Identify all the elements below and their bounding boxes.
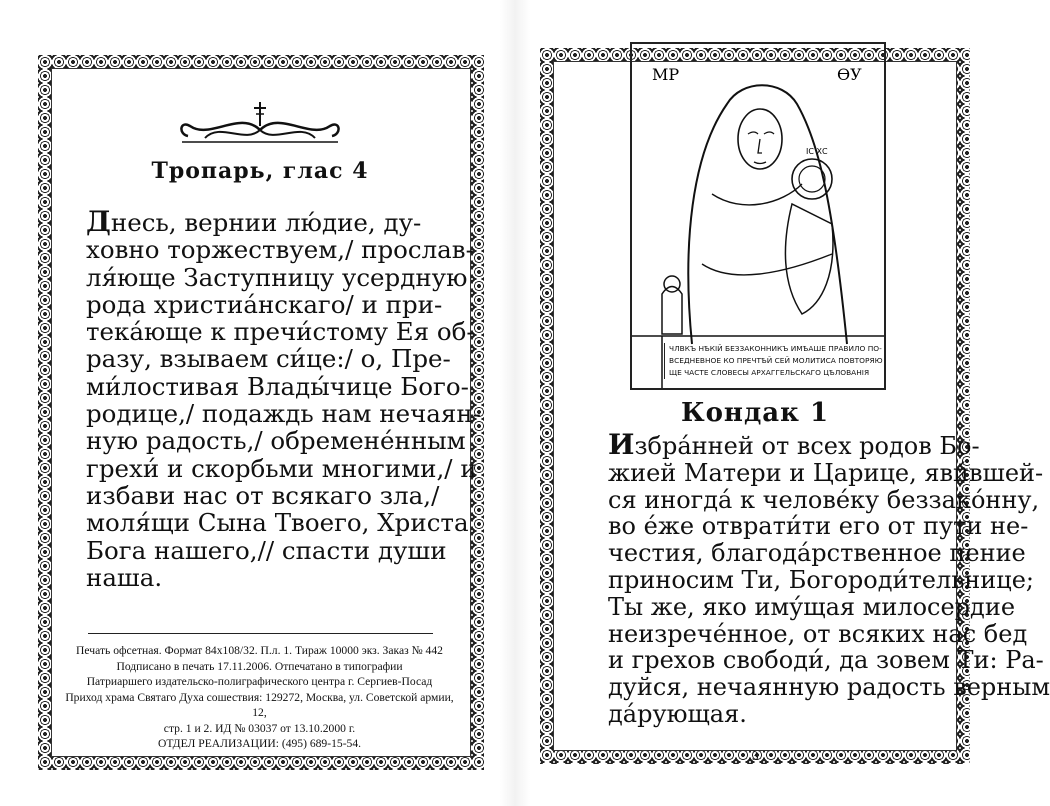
icon-label-mp: МР [652,65,680,84]
icon-caption [664,343,884,379]
text-line: жией Матери и Царице, яви́вшей- [608,458,1044,487]
icon-drawing [632,44,884,388]
kondak-text [608,428,1050,728]
icon-label-ic-xc: ІС ХС [806,147,828,156]
colophon-line: Подписано в печать 17.11.2006. Отпечатано в типографии [116,659,403,673]
troparion-text [86,205,481,592]
colophon-line: Приход храма Святаго Духа сошествия: 129272, Москва, ул. Советской армии, 12, [65,690,454,719]
text-line: ховно торжествуем,/ прослав- [86,235,474,265]
colophon-line: ОТДЕЛ РЕАЛИЗАЦИИ: (495) 689-15-54. [157,737,362,750]
cross-ornament-icon [170,100,350,146]
divider [88,633,433,634]
text-line: Ты же, яко иму́щая милосердие [608,592,1016,621]
text-line: Бога нашего,// спасти души [86,535,447,565]
dropcap: Д [86,205,111,238]
text-line: ную радость,/ обремене́нным [86,426,466,456]
text-line: и грехов свободи́, да зовем Ти: Ра- [608,646,1044,675]
caption-line: ЩЕ ЧАСТЕ СЛОВЕСЫ АРХАГГЕЛЬСКАГО ЦѢЛОВАНІЯ [669,368,870,377]
text-line: збра́нней от всех родов Бо- [634,432,980,460]
text-line: приносим Ти, Богороди́тельнице; [608,565,1034,594]
colophon [62,643,457,752]
text-line: разу, взываем си́це:/ о, Пре- [86,344,451,374]
text-line: ми́лостивая Влады́чице Бого- [86,371,469,401]
text-line: дуйся, нечаянную радость верным [608,673,1050,702]
text-line: избави нас от всякаго зла,/ [86,480,440,510]
icon-label-thu: ѲУ [837,65,862,84]
page-number: 3 [752,748,759,763]
text-line: да́рующая. [608,699,747,728]
colophon-line: стр. 1 и 2. ИД № 03037 от 13.10.2000 г. [163,721,356,735]
theotokos-icon-illustration [630,42,886,390]
text-line: рода христиа́нскаго/ и при- [86,289,443,319]
text-line: неизрече́нное, от всяких нас бед [608,619,1028,648]
text-line: честия, благода́рственное пение [608,539,1026,568]
text-line: ля́юще Заступницу усердную [86,262,468,292]
text-line: наша. [86,562,163,592]
text-line: несь, вернии лю́дие, ду- [110,208,422,237]
colophon-line: Печать офсетная. Формат 84х108/32. П.л. 1. Тираж 10000 экз. Заказ № 442 [76,644,443,657]
text-line: грехи́ и скорбьми многими,/ и [86,453,477,483]
kondak-title: Кондак 1 [680,398,830,428]
text-line: ся иногда́ к челове́ку беззако́нну, [608,485,1040,514]
caption-line: ВСЕДНЕВНОЕ КО ПРЕЧТѢЙ СЕЙ МОЛИТИСА ПОВТОРЯЮ [669,356,883,365]
troparion-title: Тропарь, глас 4 [151,158,369,184]
text-line: родице,/ подаждь нам нечаян- [86,399,481,429]
book-gutter [500,0,530,806]
caption-line: ЧЛВКЪ НѢКІЙ БЕЗЗАКОННИКЪ ИМѢАШЕ ПРАВИЛО ПО- [669,344,882,353]
dropcap: И [608,428,635,461]
colophon-line: Патриаршего издательско-полиграфического центра г. Сергиев-Посад [86,675,433,688]
text-line: во е́же отврати́ти его от пути не- [608,512,1029,541]
text-line: моля́щи Сына Твоего, Христа [86,508,469,538]
text-line: тека́юще к пречи́стому Ея об- [86,317,475,347]
